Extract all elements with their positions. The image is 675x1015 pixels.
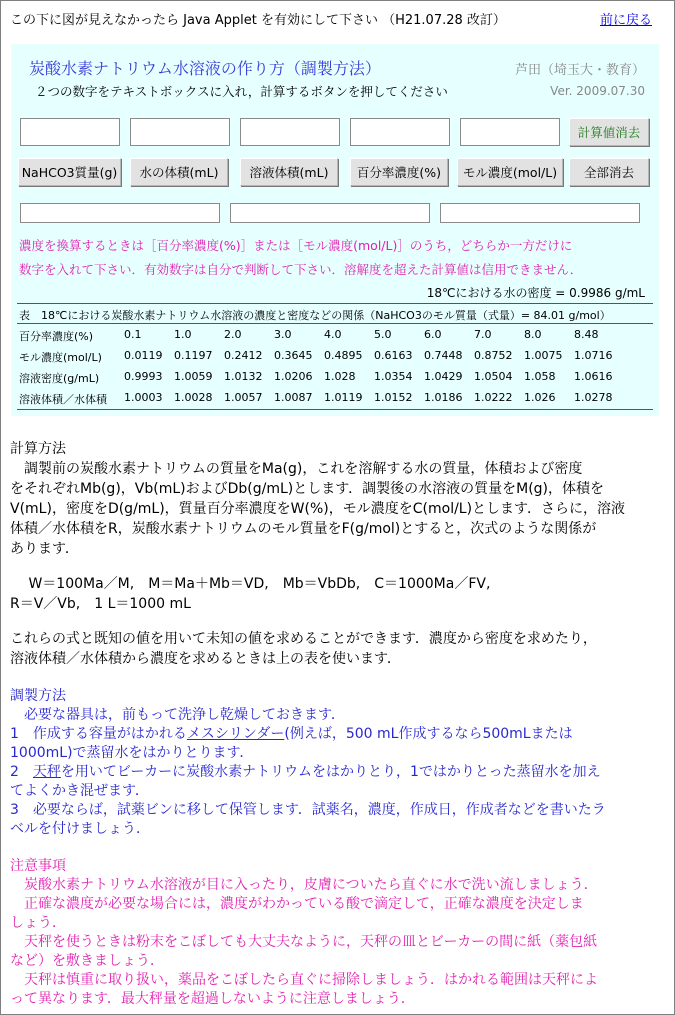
top-notice-bar	[10, 9, 665, 28]
cell: 8.0	[524, 328, 542, 341]
calc-method-line: 体積／水体積をR，炭酸水素ナトリウムのモル質量をF(g/mol)とすると，次式のような関係が	[10, 521, 597, 537]
table-row	[19, 349, 653, 369]
cell: 0.4895	[324, 349, 363, 362]
applet-author: 芦田（埼玉大・教育）	[514, 63, 645, 78]
cell: 1.0119	[324, 391, 363, 404]
cell: 1.0186	[424, 391, 463, 404]
cell: 0.1	[124, 328, 142, 341]
cell: 1.058	[524, 370, 556, 383]
calc-molar-conc-button[interactable]: モル濃度(mol/L)	[457, 158, 563, 186]
caution-line: 天秤は慎重に取り扱い，薬品をこぼしたら直ぐに掃除しましょう．はかれる範囲は天秤によ	[10, 972, 598, 988]
back-link[interactable]: 前に戻る	[600, 13, 653, 28]
calc-solution-volume-button[interactable]: 溶液体積(mL)	[240, 158, 338, 186]
formula-line-2: R＝V／Vb, 1 L＝1000 mL	[10, 596, 191, 612]
clear-values-button[interactable]: 計算値消去	[569, 118, 649, 146]
row-label: モル濃度(mol/L)	[19, 351, 102, 364]
cell: 1.0354	[374, 370, 413, 383]
cell: 1.0075	[524, 349, 563, 362]
cell: 0.8752	[474, 349, 513, 362]
prep-step-2-cont: てよくかき混ぜます．	[10, 783, 149, 799]
balance-link[interactable]: 天秤	[32, 764, 61, 780]
caution-line: など）を敷きましょう．	[10, 953, 164, 969]
row-label: 百分率濃度(%)	[19, 330, 94, 343]
note-line-2: 数字を入れて下さい．有効数字は自分で判断して下さい．溶解度を超えた計算値は信用できません．	[19, 262, 583, 277]
note-line-1: 濃度を換算するときは［百分率濃度(%)］または［モル濃度(mol/L)］のうち，どちらか一方だけに	[19, 238, 573, 253]
result-field-3[interactable]	[440, 203, 640, 223]
calc-method-line: 調製前の炭酸水素ナトリウムの質量をMa(g)，これを溶解する水の質量，体積および密度	[10, 461, 583, 477]
applet-instruction: ２つの数字をテキストボックスに入れ，計算するボタンを押してください	[35, 84, 448, 99]
molar-conc-input[interactable]	[460, 118, 560, 146]
java-notice: この下に図が見えなかったら Java Applet を有効にして下さい （H21.07.28 改訂）	[10, 13, 506, 28]
calc-method-line: V(mL)，密度をD(g/mL)，質量百分率濃度をW(%)，モル濃度をC(mol/L)とします．さらに，溶液	[10, 501, 625, 517]
cell: 8.48	[574, 328, 599, 341]
prep-step-2-num: 2	[10, 764, 33, 780]
graduated-cylinder-link[interactable]: メスシリンダー	[186, 726, 285, 742]
prep-step-3: 3 必要ならば，試薬ビンに移して保管します．試薬名，濃度，作成日，作成者などを書いたラ	[10, 802, 606, 818]
calc-method-para: これらの式と既知の値を用いて未知の値を求めることができます．濃度から密度を求めたり，	[10, 631, 597, 647]
cell: 1.0059	[174, 370, 213, 383]
calc-method-line: あります．	[10, 541, 79, 557]
percent-conc-input[interactable]	[350, 118, 450, 146]
prep-step-1-text-2: (例えば，500 mL作成するなら500mLまたは	[284, 726, 573, 742]
cell: 1.0429	[424, 370, 463, 383]
cell: 1.026	[524, 391, 556, 404]
table-caption: 表 18℃における炭酸水素ナトリウム水溶液の濃度と密度などの関係（NaHCO3のモル質量（式量）= 84.01 g/mol）	[19, 309, 611, 322]
cell: 5.0	[374, 328, 392, 341]
table-row	[19, 328, 653, 348]
calc-water-volume-button[interactable]: 水の体積(mL)	[130, 158, 228, 186]
water-density: 18℃における水の密度 = 0.9986 g/mL	[426, 286, 645, 300]
table-row	[19, 370, 653, 390]
cell: 1.028	[324, 370, 356, 383]
cell: 1.0003	[124, 391, 163, 404]
calc-percent-conc-button[interactable]: 百分率濃度(%)	[350, 158, 448, 186]
caution-line: 炭酸水素ナトリウム水溶液が目に入ったり，皮膚についたら直ぐに水で洗い流しましょう．	[10, 877, 598, 893]
cell: 1.0206	[274, 370, 313, 383]
caution-line: しょう．	[10, 915, 66, 931]
cell: 2.0	[224, 328, 242, 341]
cell: 0.7448	[424, 349, 463, 362]
cell: 1.0132	[224, 370, 263, 383]
table-top-rule	[17, 303, 653, 304]
caution-heading: 注意事項	[10, 858, 66, 874]
cell: 0.1197	[174, 349, 213, 362]
calc-method-line: をそれぞれMb(g)，Vb(mL)およびDb(g/mL)とします．調製後の水溶液の質量をM(g)，体積を	[10, 481, 605, 497]
caution-line: 正確な濃度が必要な場合には，濃度がわかっている酸で滴定して，正確な濃度を決定しま	[10, 896, 584, 912]
cell: 6.0	[424, 328, 442, 341]
applet-title: 炭酸水素ナトリウム水溶液の作り方（調製方法）	[29, 59, 381, 78]
cell: 4.0	[324, 328, 342, 341]
solution-volume-input[interactable]	[240, 118, 340, 146]
table-row	[19, 391, 653, 411]
cell: 1.0504	[474, 370, 513, 383]
cell: 3.0	[274, 328, 292, 341]
cell: 0.9993	[124, 370, 163, 383]
applet-panel	[11, 44, 659, 416]
nahco3-mass-input[interactable]	[20, 118, 120, 146]
cell: 1.0057	[224, 391, 263, 404]
cell: 1.0028	[174, 391, 213, 404]
formula-line-1: W＝100Ma／M, M＝Ma＋Mb＝VD, Mb＝VbDb, C＝1000Ma／FV,	[10, 576, 491, 592]
calc-nahco3-mass-button[interactable]: NaHCO3質量(g)	[18, 158, 121, 186]
table-bottom-rule	[17, 409, 653, 410]
table-header-rule	[17, 323, 653, 324]
cell: 1.0152	[374, 391, 413, 404]
clear-all-button[interactable]: 全部消去	[569, 158, 649, 186]
water-volume-input[interactable]	[130, 118, 230, 146]
prep-step-2-text: を用いてビーカーに炭酸水素ナトリウムをはかりとり，1ではかりとった蒸留水を加え	[60, 764, 601, 780]
cell: 1.0716	[574, 349, 613, 362]
prep-step-2	[10, 761, 601, 781]
cell: 0.0119	[124, 349, 163, 362]
cell: 0.3645	[274, 349, 313, 362]
cell: 1.0278	[574, 391, 613, 404]
cell: 7.0	[474, 328, 492, 341]
row-label: 溶液密度(g/mL)	[19, 372, 100, 385]
result-field-1[interactable]	[20, 203, 220, 223]
prep-step-1	[10, 723, 573, 743]
prep-step-1-text: 1 作成する容量がはかれる	[10, 726, 187, 742]
applet-version: Ver. 2009.07.30	[550, 84, 645, 98]
prep-heading: 調製方法	[10, 688, 66, 704]
cell: 1.0087	[274, 391, 313, 404]
caution-line: って異なります．最大秤量を超過しないように注意しましょう．	[10, 991, 415, 1007]
prep-step-1-cont: 1000mL)で蒸留水をはかりとります．	[10, 745, 254, 761]
calc-method-para: 溶液体積／水体積から濃度を求めるときは上の表を使います．	[10, 651, 401, 667]
row-label: 溶液体積／水体積	[19, 393, 107, 406]
cell: 1.0616	[574, 370, 613, 383]
prep-step-3-cont: ベルを付けましょう．	[10, 821, 150, 837]
calc-method-heading: 計算方法	[10, 441, 66, 457]
prep-intro: 必要な器具は，前もって洗浄し乾燥しておきます．	[10, 707, 345, 723]
cell: 1.0	[174, 328, 192, 341]
cell: 0.6163	[374, 349, 413, 362]
cell: 0.2412	[224, 349, 263, 362]
caution-line: 天秤を使うときは粉末をこぼしても大丈夫なように，天秤の皿とビーカーの間に紙（薬包紙	[10, 934, 598, 950]
cell: 1.0222	[474, 391, 513, 404]
result-field-2[interactable]	[230, 203, 430, 223]
